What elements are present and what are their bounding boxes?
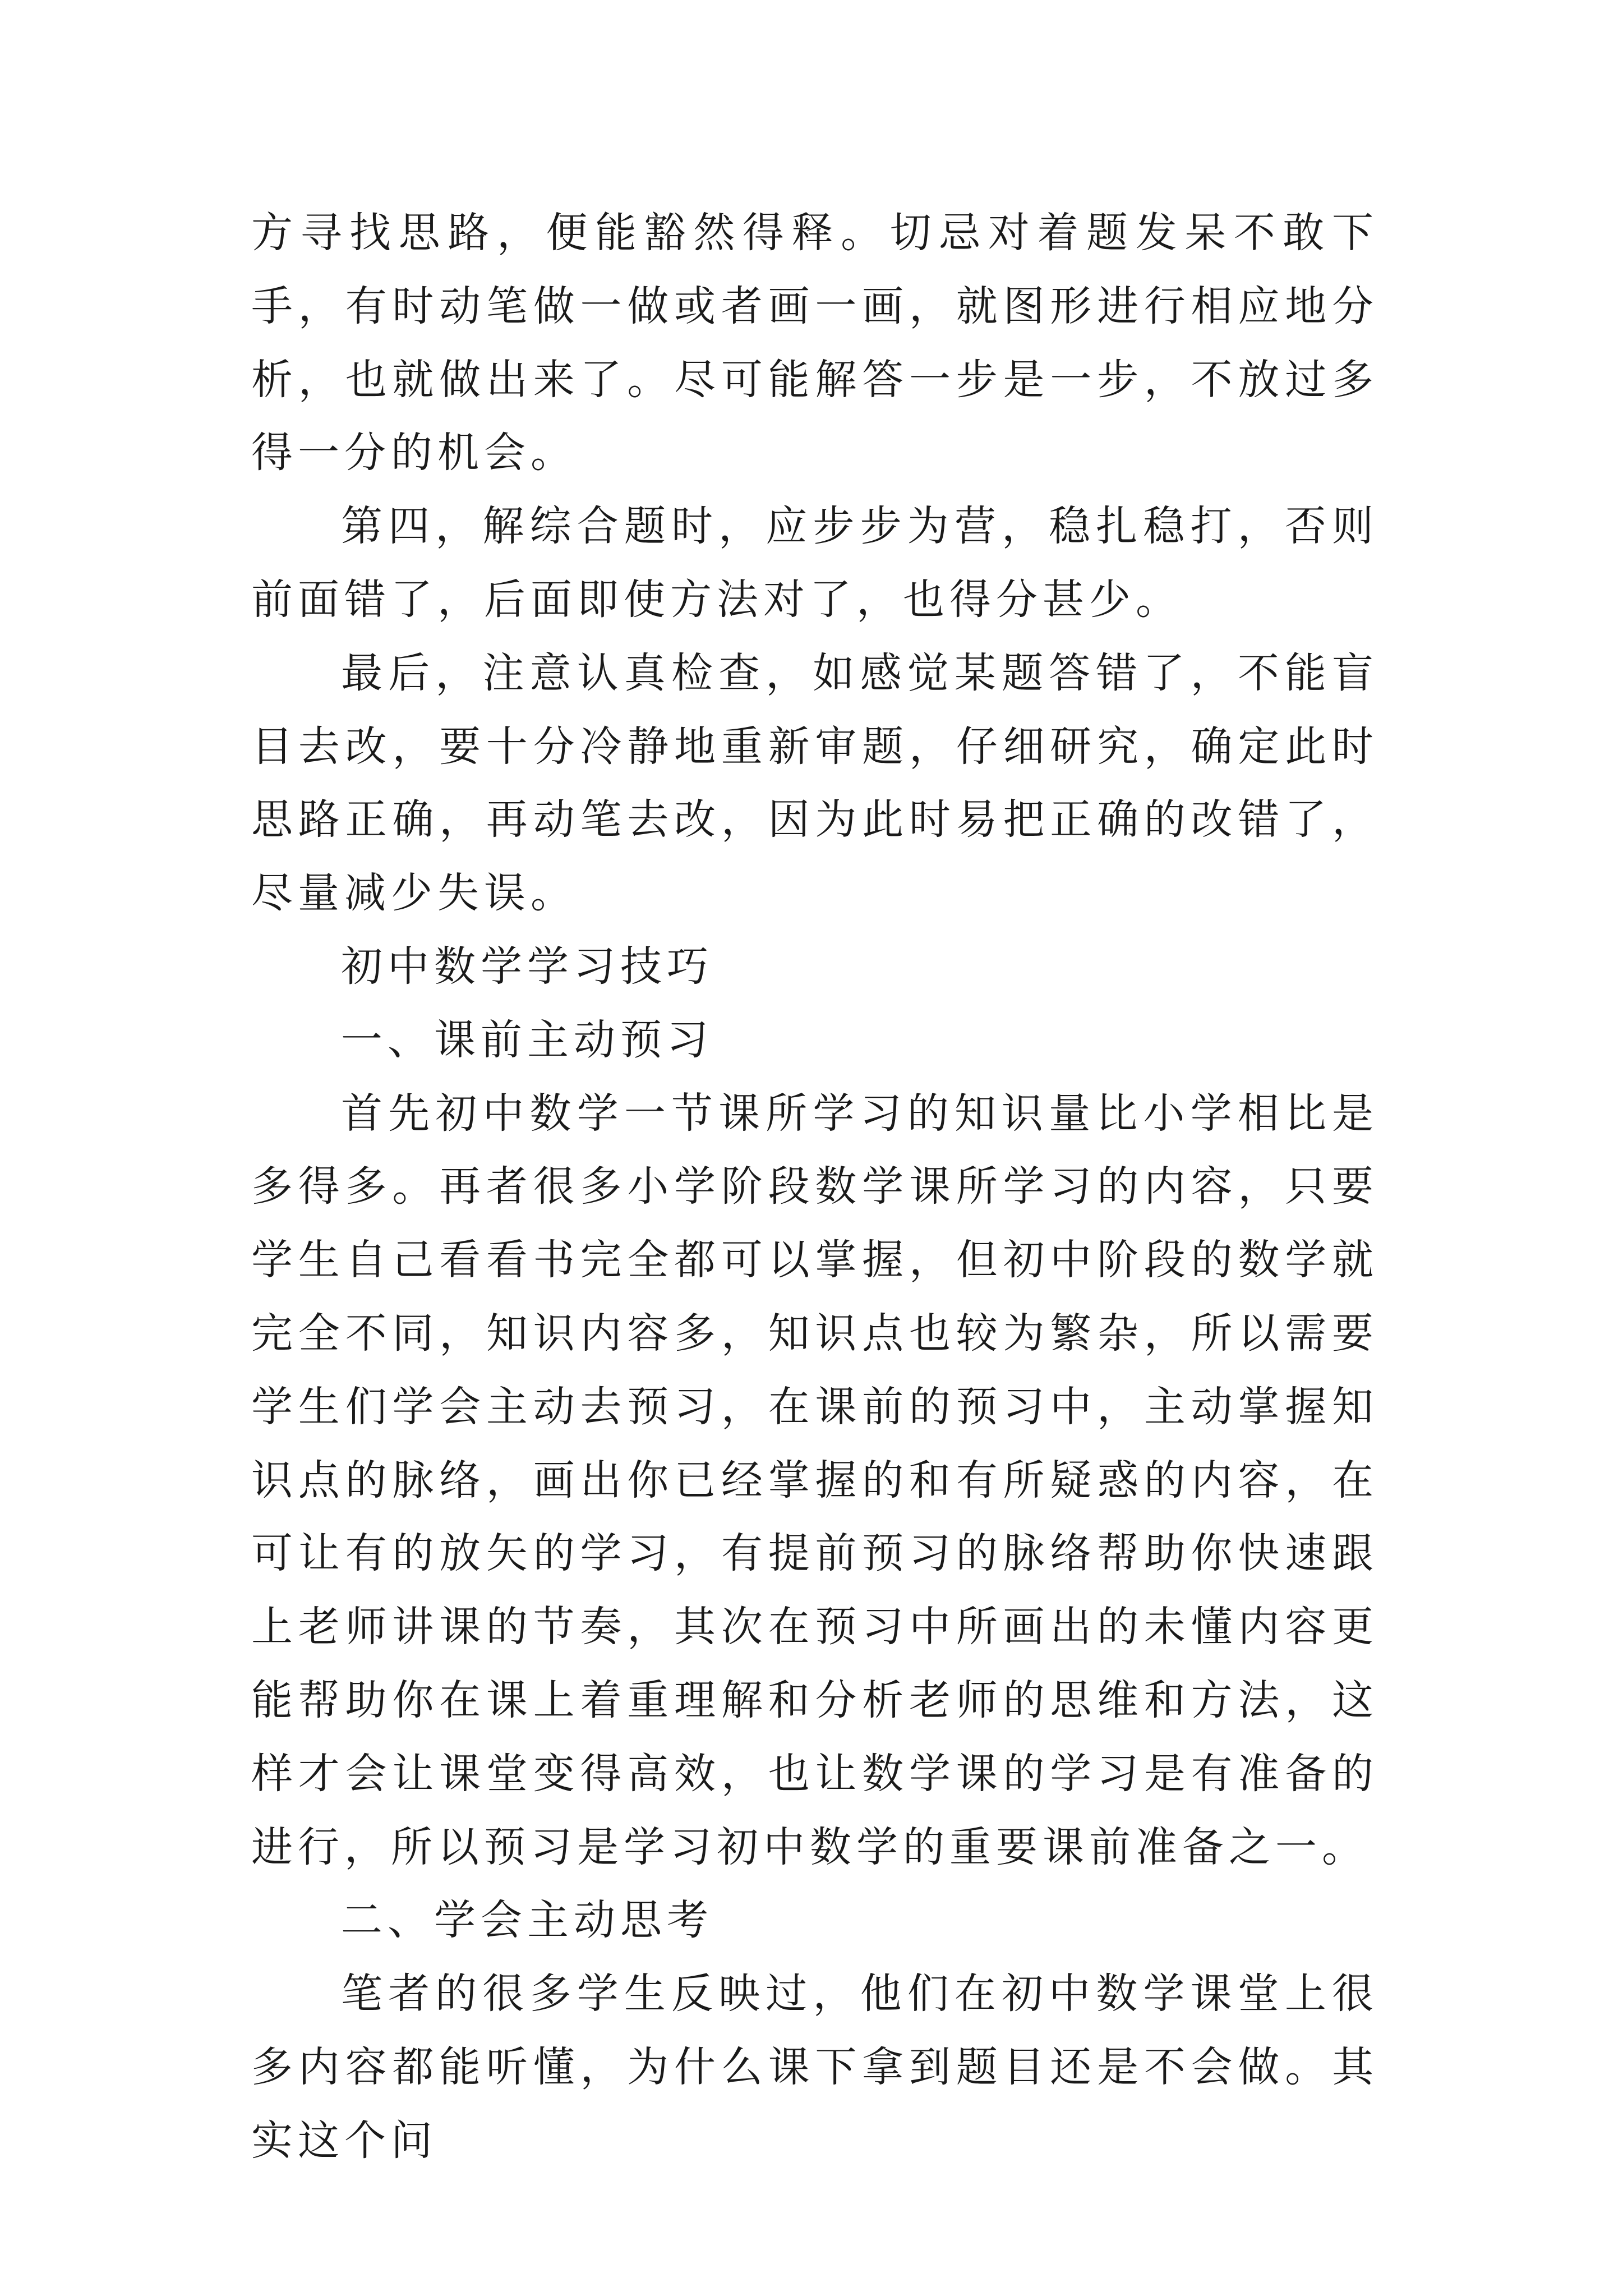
paragraph: 首先初中数学一节课所学习的知识量比小学相比是多得多。再者很多小学阶段数学课所学习的内容，只要学生自己看看书完全都可以掌握，但初中阶段的数学就完全不同，知识内容多，知识点也较为繁杂，所以需要学生们学会主动去预习，在课前的预习中，主动掌握知识点的脉络，画出你已经掌握的和有所疑惑的内容，在可让有的放矢的学习，有提前预习的脉络帮助你快速跟上老师讲课的节奏，其次在预习中所画出的未懂内容更能帮助你在课上着重理解和分析老师的思维和方法，这样才会让课堂变得高效，也让数学课的学习是有准备的进行，所以预习是学习初中数学的重要课前准备之一。 (251, 1089, 1378, 1871)
paragraph: 最后，注意认真检查，如感觉某题答错了，不能盲目去改，要十分冷静地重新审题，仔细研究，确定此时思路正确，再动笔去改，因为此时易把正确的改错了，尽量减少失误。 (251, 648, 1378, 918)
paragraph: 笔者的很多学生反映过，他们在初中数学课堂上很多内容都能听懂，为什么课下拿到题目还是不会做。其实这个问 (251, 1970, 1378, 2165)
document-body (251, 196, 1378, 2178)
section-heading: 一、课前主动预习 (341, 1015, 713, 1064)
paragraph: 第四，解综合题时，应步步为营，稳扎稳打，否则前面错了，后面即使方法对了，也得分甚少。 (251, 502, 1378, 624)
section-heading: 初中数学学习技巧 (341, 942, 713, 991)
paragraph: 方寻找思路，便能豁然得释。切忌对着题发呆不敢下手，有时动笔做一做或者画一画，就图形进行相应地分析，也就做出来了。尽可能解答一步是一步，不放过多得一分的机会。 (251, 209, 1378, 477)
section-heading: 二、学会主动思考 (341, 1896, 713, 1945)
